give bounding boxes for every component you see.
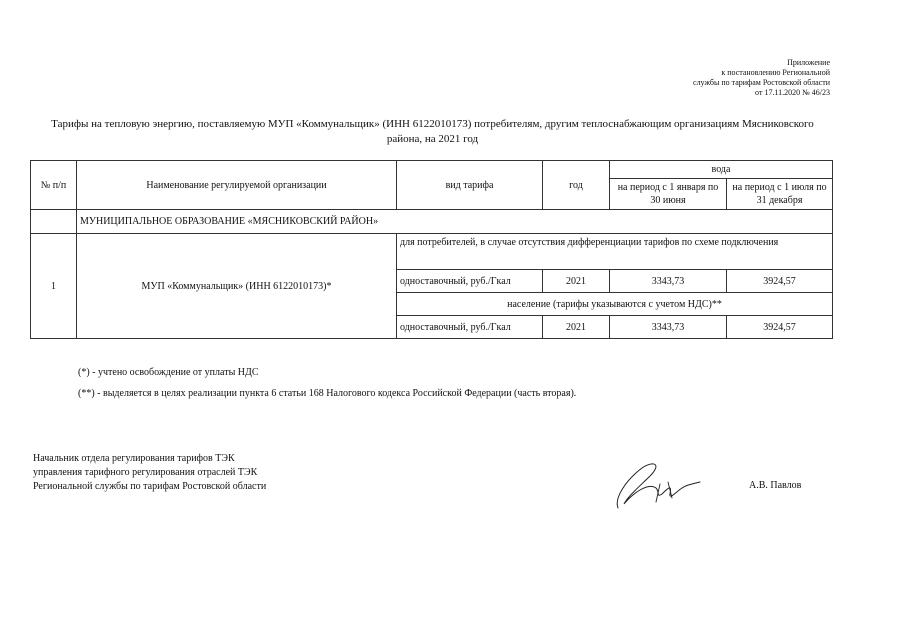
section-population: население (тарифы указываются с учетом НДС)** bbox=[397, 293, 833, 316]
header-year: год bbox=[543, 161, 610, 210]
header-water: вода bbox=[610, 161, 833, 179]
appendix-line: к постановлению Региональной bbox=[721, 68, 830, 77]
signer-line: Региональной службы по тарифам Ростовской области bbox=[33, 481, 267, 492]
section-consumers: для потребителей, в случае отсутствия дифференциации тарифов по схеме подключения bbox=[397, 234, 833, 270]
handwritten-signature bbox=[612, 454, 704, 512]
header-type: вид тарифа bbox=[397, 161, 543, 210]
footnote-1: (*) - учтено освобождение от уплаты НДС bbox=[78, 367, 259, 378]
header-period-2: на период с 1 июля по 31 декабря bbox=[727, 179, 833, 210]
appendix-line: службы по тарифам Ростовской области bbox=[693, 78, 830, 87]
row-number: 1 bbox=[31, 234, 77, 339]
header-period-1: на период с 1 января по 30 июня bbox=[610, 179, 727, 210]
tariff-table bbox=[30, 160, 833, 339]
footnote-2: (**) - выделяется в целях реализации пункта 6 статьи 168 Налогового кодекса Российской Федерации (часть вторая). bbox=[78, 388, 577, 399]
signer-line: Начальник отдела регулирования тарифов ТЭК bbox=[33, 453, 235, 464]
header-num: № п/п bbox=[31, 161, 77, 210]
tariff-period-1: 3343,73 bbox=[610, 270, 727, 293]
tariff-year: 2021 bbox=[543, 316, 610, 339]
signer-block bbox=[33, 452, 266, 494]
tariff-type: одноставочный, руб./Гкал bbox=[397, 316, 543, 339]
title-line-2: района, на 2021 год bbox=[386, 133, 479, 145]
footnotes bbox=[78, 362, 576, 404]
appendix-header bbox=[693, 58, 830, 98]
appendix-line: от 17.11.2020 № 46/23 bbox=[755, 88, 830, 97]
tariff-period-1: 3343,73 bbox=[610, 316, 727, 339]
tariff-year: 2021 bbox=[543, 270, 610, 293]
signer-name: А.В. Павлов bbox=[749, 480, 802, 491]
org-name: МУП «Коммунальщик» (ИНН 6122010173)* bbox=[77, 234, 397, 339]
tariff-period-2: 3924,57 bbox=[727, 270, 833, 293]
document-title bbox=[34, 117, 831, 147]
municipality-row: МУНИЦИПАЛЬНОЕ ОБРАЗОВАНИЕ «МЯСНИКОВСКИЙ РАЙОН» bbox=[77, 210, 833, 234]
title-line-1: Тарифы на тепловую энергию, поставляемую МУП «Коммунальщик» (ИНН 6122010173) потребителям, другим теплоснабжающим организациям Мясниковского bbox=[51, 118, 814, 130]
signer-line: управления тарифного регулирования отраслей ТЭК bbox=[33, 467, 258, 478]
tariff-period-2: 3924,57 bbox=[727, 316, 833, 339]
tariff-type: одноставочный, руб./Гкал bbox=[397, 270, 543, 293]
header-org: Наименование регулируемой организации bbox=[77, 161, 397, 210]
appendix-line: Приложение bbox=[787, 58, 830, 67]
